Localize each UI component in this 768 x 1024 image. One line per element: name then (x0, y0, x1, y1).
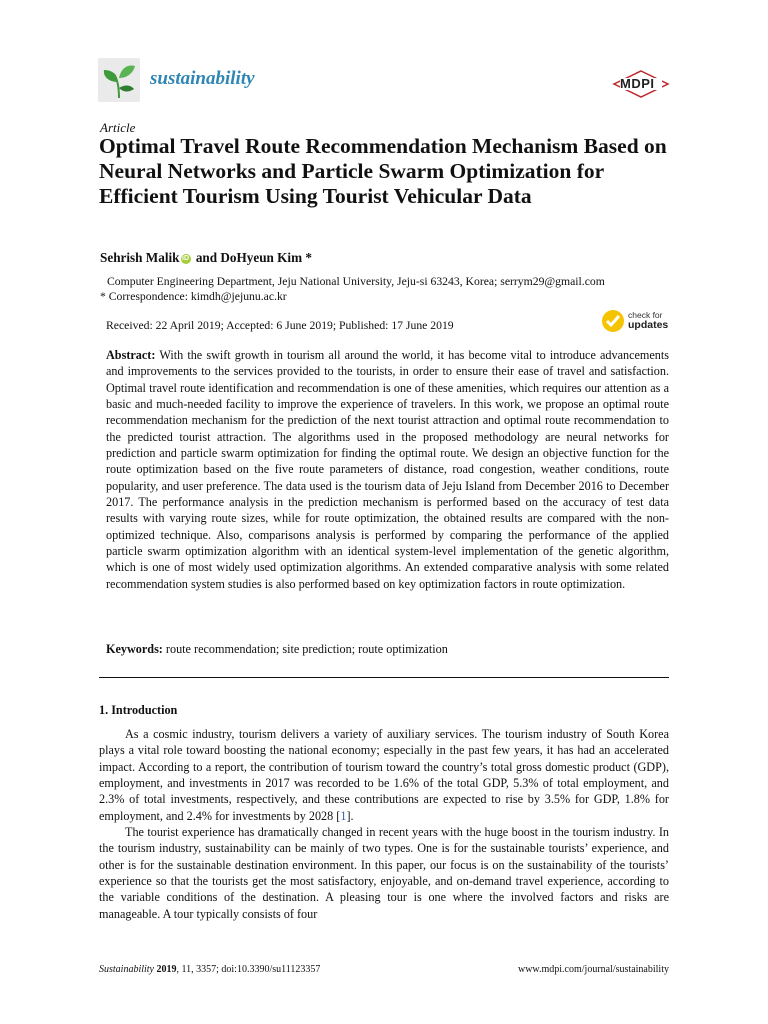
keywords (106, 641, 669, 657)
footer-url[interactable]: www.mdpi.com/journal/sustainability (517, 964, 669, 975)
leaf-icon (98, 58, 140, 102)
check-for-updates-badge[interactable] (601, 309, 681, 335)
author-separator: and (192, 250, 221, 265)
publisher-name: MDPI (620, 76, 655, 91)
section-divider (99, 677, 669, 678)
author-name: Sehrish Malik (100, 250, 180, 265)
journal-logo (98, 58, 140, 102)
article-type: Article (100, 120, 136, 135)
check-updates-icon (601, 309, 625, 333)
abstract-label: Abstract: (106, 348, 156, 362)
paragraph (99, 726, 669, 824)
check-updates-label-bottom: updates (628, 319, 669, 331)
keywords-text: route recommendation; site prediction; route optimization (165, 642, 448, 656)
paragraph: The tourist experience has dramatically changed in recent years with the huge boost in the tourism industry. In the tourism industry, sustainability can be mainly of two types. One is for the sustainable tourists’ experience, and other is for the sustainable destination environment. In this paper, our focus is on the sustainability of the tourists’ experience so that the tourists get the most satisfactory, enjoyable, and on-demand travel experience, according to the variable conditions of the destination. A pleasing tour is one where the involved factors and risks are manageable. A tour typically consists of four (99, 825, 669, 921)
orcid-icon[interactable]: iD (182, 255, 190, 262)
author-line (100, 250, 312, 266)
author-name: DoHyeun Kim * (220, 250, 312, 265)
footer-journal: Sustainability (99, 964, 154, 975)
footer-volume: , 11, 3357; doi:10.3390/su11123357 (176, 964, 321, 975)
footer-year: 2019 (156, 964, 177, 975)
check-updates-label-top: check for (628, 310, 663, 320)
publication-dates: Received: 22 April 2019; Accepted: 6 June 2019; Published: 17 June 2019 (106, 319, 454, 332)
affiliation: Computer Engineering Department, Jeju National University, Jeju-si 63243, Korea; serrym29@gmail.com (107, 275, 605, 288)
correspondence: * Correspondence: kimdh@jejunu.ac.kr (100, 290, 287, 303)
section-heading: 1. Introduction (99, 703, 178, 717)
abstract-text: With the swift growth in tourism all around the world, it has become vital to introduce advancements and improvements to the services provided to the tourists, in order to ensure their ease of travel and satisfaction. Optimal travel route identification and recommendation is one of these amenities, which requires our attention as a basic and much-needed facility to improve the experience of travelers. In this work, we propose an optimal route recommendation mechanism for the prediction of the next tourist attraction and optimal route recommendation to the predicted tourist attraction. The algorithms used in the proposed methodology are neural networks for prediction and particle swarm optimization for finding the optimal route. We design an objective function for the route optimization based on the five route parameters of distance, road congestion, weather conditions, route popularity, and user preference. The data used is the tourism data of Jeju Island from December 2016 to December 2017. The performance analysis in the prediction mechanism is performed based on the accuracy of test data results with varying route sizes, while for route optimization, the obtained results are compared with the non-optimized technique. Also, comparisons analysis is performed by comparing the performance of the applied particle swarm optimization algorithm with an identical system-level implementation of the genetic algorithm, which is one of most widely used optimization algorithms. An extended comparative analysis with some related recommendation system studies is also performed based on key optimization factors in route optimization. (106, 348, 670, 591)
article-title: Optimal Travel Route Recommendation Mechanism Based on Neural Networks and Particle Swarm Optimization for Efficient Tourism Using Tourist Vehicular Data (99, 134, 667, 208)
keywords-label: Keywords: (106, 642, 163, 656)
abstract (106, 347, 669, 592)
publisher-logo (612, 70, 670, 98)
citation-link[interactable]: 1 (340, 808, 347, 823)
paragraph-text: As a cosmic industry, tourism delivers a variety of auxiliary services. The tourism industry of South Korea plays a vital role toward boosting the national economy; especially in the past few years, it has had an accelerated impact. According to a report, the contribution of tourism toward the country’s total gross domestic product (GDP), employment, and investments in 2017 was recorded to be 1.6% of the total GDP, 5.3% of total employment, and 2.3% of total investments, respectively, and these contributions are expected to rise by 3.5% for GDP, 1.8% for employment, and 2.4% for investments by 2028 [ (99, 727, 669, 823)
journal-name: sustainability (150, 68, 255, 89)
footer-citation (99, 964, 320, 975)
introduction-body (99, 726, 669, 922)
paragraph-text: ]. (346, 808, 354, 823)
